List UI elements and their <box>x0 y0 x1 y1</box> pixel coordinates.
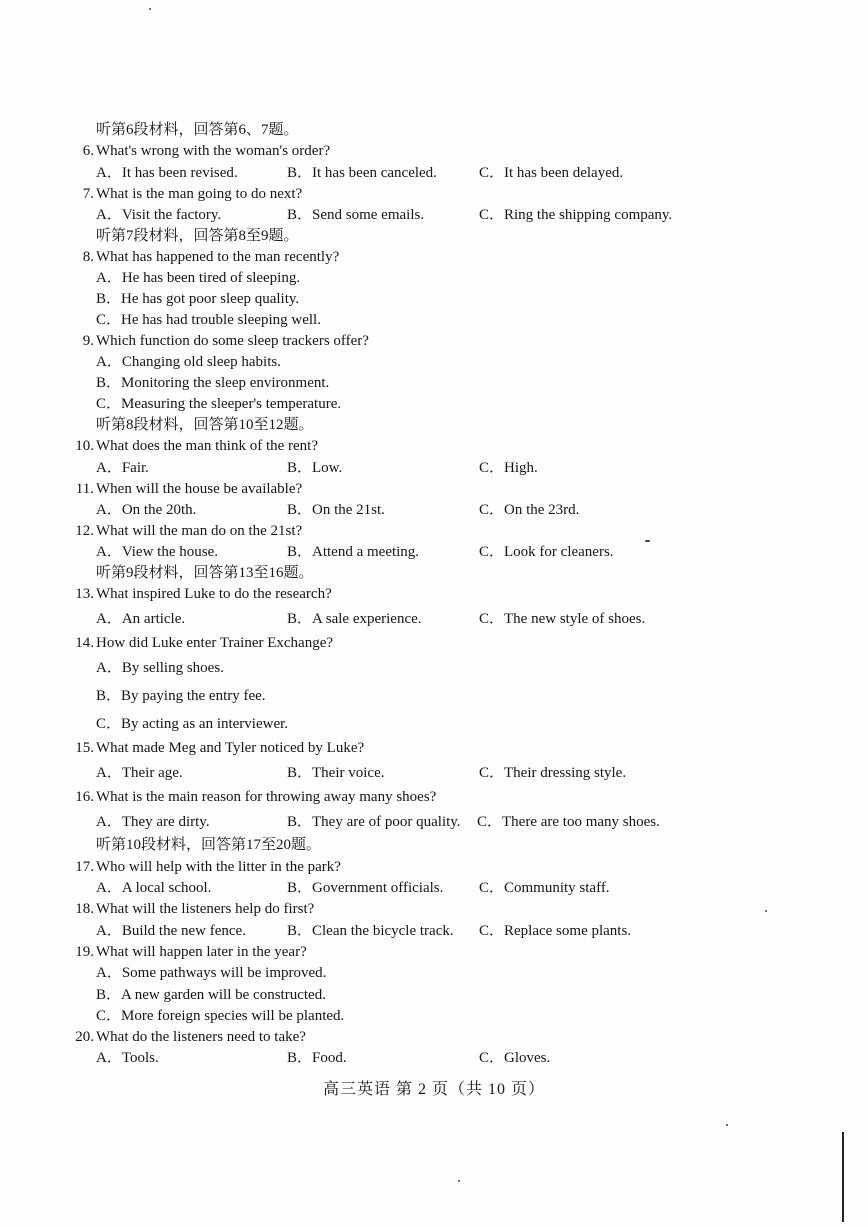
option-c: C．On the 23rd. <box>479 502 580 518</box>
scan-speck <box>726 1124 728 1126</box>
question-text: What inspired Luke to do the research? <box>96 586 332 602</box>
question-text: How did Luke enter Trainer Exchange? <box>96 635 334 651</box>
question-18 <box>60 900 314 918</box>
question-text: Who will help with the litter in the park? <box>96 859 341 875</box>
option-c: C．Their dressing style. <box>479 765 627 781</box>
question-number: 9. <box>82 333 94 349</box>
question-number: 13. <box>75 586 94 602</box>
option-c: C．High. <box>479 460 538 476</box>
question-number: 6. <box>82 143 94 159</box>
option-b: B．A sale experience. <box>287 611 422 627</box>
option-c: C．By acting as an interviewer. <box>96 716 289 732</box>
option-a: A．Build the new fence. <box>96 923 246 939</box>
option-a: A．Visit the factory. <box>96 207 222 223</box>
option-b: B．Monitoring the sleep environment. <box>96 375 330 391</box>
option-a: A．An article. <box>96 611 186 627</box>
option-a: A．They are dirty. <box>96 814 210 830</box>
option-b: B．It has been canceled. <box>287 165 437 181</box>
option-a: A．View the house. <box>96 544 218 560</box>
scan-speck <box>458 1180 460 1182</box>
question-text: What is the man going to do next? <box>96 186 303 202</box>
question-number: 11. <box>75 481 94 497</box>
option-c: C．Ring the shipping company. <box>479 207 673 223</box>
question-text: What made Meg and Tyler noticed by Luke? <box>96 740 365 756</box>
question-text: What's wrong with the woman's order? <box>96 143 331 159</box>
option-b: B．Government officials. <box>287 880 444 896</box>
option-b: B．Food. <box>287 1050 347 1066</box>
question-10 <box>60 437 318 455</box>
question-text: What has happened to the man recently? <box>96 249 340 265</box>
question-6 <box>60 142 330 160</box>
question-7 <box>60 185 302 203</box>
option-a: A．Their age. <box>96 765 183 781</box>
scan-speck <box>149 8 151 10</box>
question-text: What do the listeners need to take? <box>96 1029 306 1045</box>
question-text: Which function do some sleep trackers offer? <box>96 333 369 349</box>
question-number: 14. <box>75 635 94 651</box>
question-number: 12. <box>75 523 94 539</box>
section-heading: 听第6段材料，回答第6、7题。 <box>96 122 299 138</box>
option-a: A．Some pathways will be improved. <box>96 965 327 981</box>
question-13 <box>60 585 332 603</box>
question-number: 16. <box>75 789 94 805</box>
option-c: C．Measuring the sleeper's temperature. <box>96 396 342 412</box>
option-c: C．He has had trouble sleeping well. <box>96 312 321 328</box>
question-number: 20. <box>75 1029 94 1045</box>
question-number: 17. <box>75 859 94 875</box>
option-c: C．Community staff. <box>479 880 610 896</box>
question-17 <box>60 858 341 876</box>
option-b: B．Their voice. <box>287 765 385 781</box>
question-8 <box>60 248 339 266</box>
option-a: A．A local school. <box>96 880 212 896</box>
question-11 <box>60 480 302 498</box>
option-b: B．By paying the entry fee. <box>96 688 266 704</box>
option-b: B．Attend a meeting. <box>287 544 420 560</box>
option-a: A．Fair. <box>96 460 149 476</box>
scan-speck <box>645 540 650 542</box>
question-text: What is the main reason for throwing away many shoes? <box>96 789 437 805</box>
option-a: A．Tools. <box>96 1050 159 1066</box>
option-a: A．On the 20th. <box>96 502 197 518</box>
question-19 <box>60 943 307 961</box>
page-footer: 高三英语 第 2 页（共 10 页） <box>322 1081 545 1098</box>
option-c: C．There are too many shoes. <box>477 814 660 830</box>
option-c: C．The new style of shoes. <box>479 611 646 627</box>
option-a: A．By selling shoes. <box>96 660 224 676</box>
option-b: B．He has got poor sleep quality. <box>96 291 300 307</box>
question-number: 15. <box>75 740 94 756</box>
question-15 <box>60 739 364 757</box>
option-b: B．Clean the bicycle track. <box>287 923 454 939</box>
question-text: What will happen later in the year? <box>96 944 307 960</box>
question-12 <box>60 522 302 540</box>
question-number: 10. <box>75 438 94 454</box>
question-text: What will the listeners help do first? <box>96 901 315 917</box>
question-16 <box>60 788 436 806</box>
scan-edge-line <box>842 1132 844 1222</box>
option-c: C．Replace some plants. <box>479 923 632 939</box>
option-a: A．He has been tired of sleeping. <box>96 270 301 286</box>
option-b: B．On the 21st. <box>287 502 385 518</box>
option-c: C．It has been delayed. <box>479 165 624 181</box>
question-number: 7. <box>82 186 94 202</box>
option-b: B．A new garden will be constructed. <box>96 987 326 1003</box>
option-a: A．It has been revised. <box>96 165 238 181</box>
question-number: 18. <box>75 901 94 917</box>
question-number: 8. <box>82 249 94 265</box>
section-heading: 听第8段材料，回答第10至12题。 <box>96 417 314 433</box>
question-20 <box>60 1028 306 1046</box>
option-b: B．Send some emails. <box>287 207 425 223</box>
option-b: B．They are of poor quality. <box>287 814 461 830</box>
scan-speck <box>765 910 767 912</box>
option-c: C．More foreign species will be planted. <box>96 1008 345 1024</box>
option-c: C．Gloves. <box>479 1050 551 1066</box>
question-9 <box>60 332 369 350</box>
question-text: What does the man think of the rent? <box>96 438 319 454</box>
option-c: C．Look for cleaners. <box>479 544 614 560</box>
option-b: B．Low. <box>287 460 343 476</box>
section-heading: 听第7段材料，回答第8至9题。 <box>96 228 299 244</box>
option-a: A．Changing old sleep habits. <box>96 354 281 370</box>
question-14 <box>60 634 333 652</box>
section-heading: 听第9段材料，回答第13至16题。 <box>96 565 314 581</box>
section-heading: 听第10段材料，回答第17至20题。 <box>96 837 322 853</box>
question-text: What will the man do on the 21st? <box>96 523 303 539</box>
question-number: 19. <box>75 944 94 960</box>
question-text: When will the house be available? <box>96 481 303 497</box>
